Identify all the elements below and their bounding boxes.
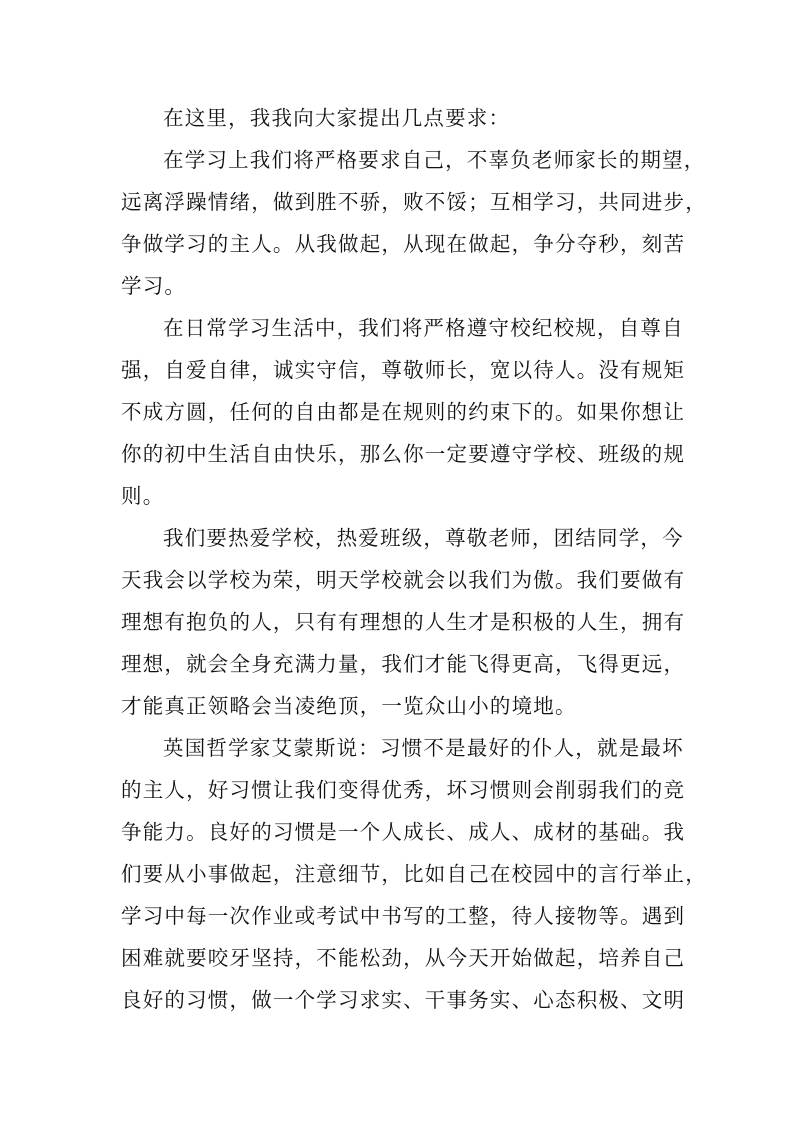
text-line: 争能力。良好的习惯是一个人成长、成人、成材的基础。我: [121, 820, 686, 844]
text-line: 们要从小事做起，注意细节，比如自己在校园中的言行举止，: [121, 862, 707, 886]
text-line: 困难就要咬牙坚持，不能松劲，从今天开始做起，培养自己: [121, 946, 686, 970]
text-line: 学习。: [121, 274, 187, 298]
text-line: 争做学习的主人。从我做起，从现在做起，争分夺秒，刻苦: [121, 232, 686, 256]
text-line: 不成方圆，任何的自由都是在规则的约束下的。如果你想让: [121, 400, 686, 424]
text-line: 良好的习惯，做一个学习求实、干事务实、心态积极、文明: [121, 988, 686, 1012]
text-line: 天我会以学校为荣，明天学校就会以我们为傲。我们要做有: [121, 568, 686, 592]
text-line: 你的初中生活自由快乐，那么你一定要遵守学校、班级的规: [121, 442, 686, 466]
text-line: 远离浮躁情绪，做到胜不骄，败不馁；互相学习，共同进步，: [121, 190, 707, 214]
text-line: 才能真正领略会当凌绝顶，一览众山小的境地。: [121, 694, 577, 718]
text-line: 则。: [121, 484, 165, 508]
text-line: 英国哲学家艾蒙斯说：习惯不是最好的仆人，就是最坏: [163, 736, 684, 760]
text-line: 学习中每一次作业或考试中书写的工整，待人接物等。遇到: [121, 904, 686, 928]
text-line: 理想有抱负的人，只有有理想的人生才是积极的人生，拥有: [121, 610, 686, 634]
text-line: 理想，就会全身充满力量，我们才能飞得更高，飞得更远，: [121, 652, 686, 676]
text-line: 在日常学习生活中，我们将严格遵守校纪校规，自尊自: [163, 316, 684, 340]
text-line: 强，自爱自律，诚实守信，尊敬师长，宽以待人。没有规矩: [121, 358, 686, 382]
text-line: 在学习上我们将严格要求自己，不辜负老师家长的期望，: [163, 148, 706, 172]
text-line: 的主人，好习惯让我们变得优秀，坏习惯则会削弱我们的竞: [121, 778, 686, 802]
text-line: 在这里，我我向大家提出几点要求：: [163, 106, 511, 130]
text-line: 我们要热爱学校，热爱班级，尊敬老师，团结同学，今: [163, 526, 684, 550]
